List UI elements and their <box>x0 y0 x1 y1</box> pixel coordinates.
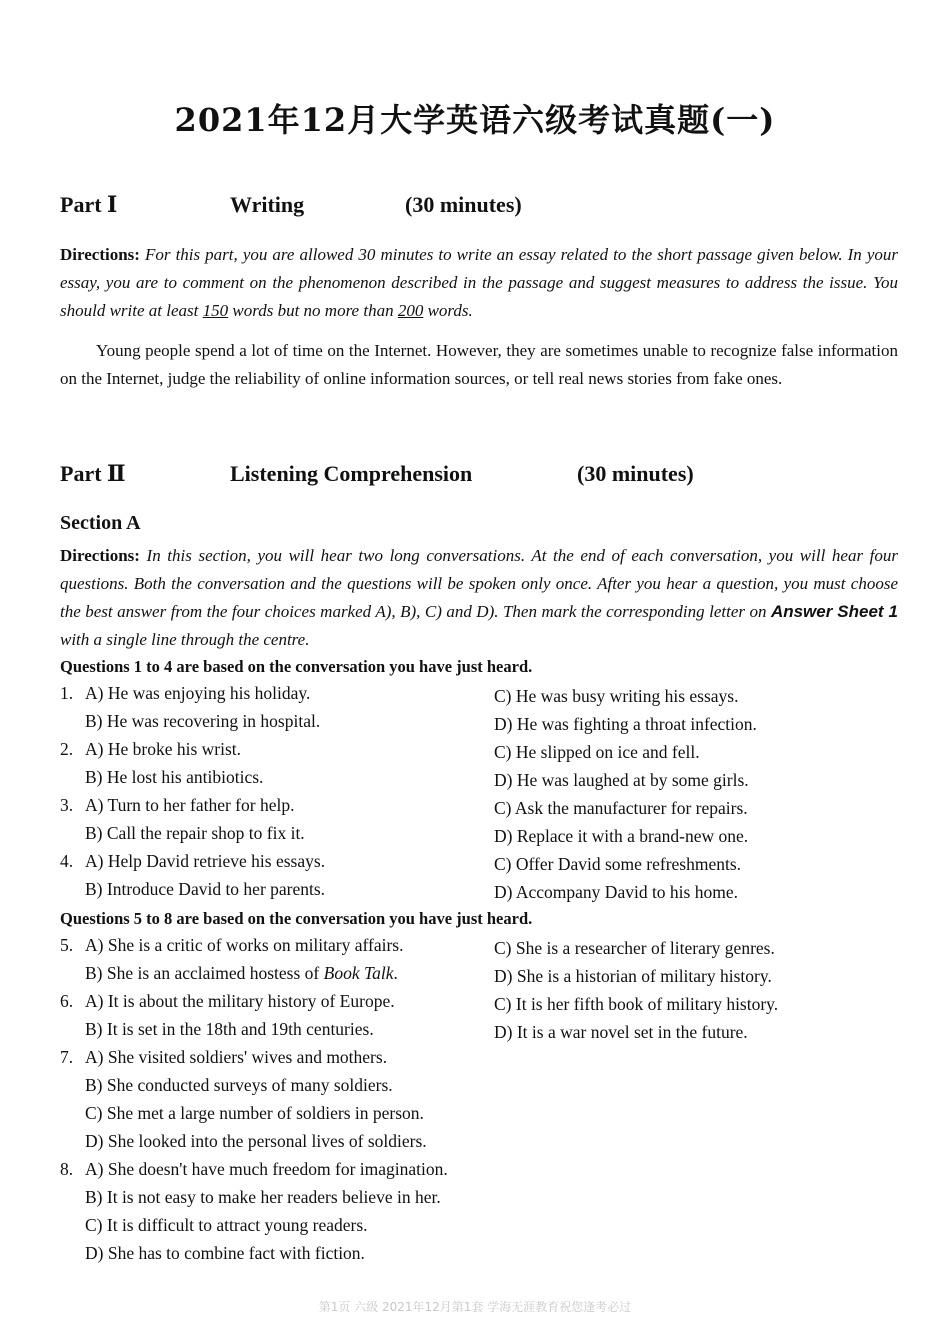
q2-option-c: C) He slipped on ice and fell. <box>494 742 700 762</box>
max-words: 200 <box>397 301 424 320</box>
directions-text-b: words but no more than <box>228 301 398 320</box>
answer-sheet-label: Answer Sheet 1 <box>770 602 898 621</box>
directions-label: Directions: <box>60 546 140 565</box>
q2-option-a: A) He broke his wrist. <box>85 739 242 759</box>
q4-option-d: D) Accompany David to his home. <box>494 882 738 902</box>
q3-option-b: B) Call the repair shop to fix it. <box>85 823 305 843</box>
q2-option-d: D) He was laughed at by some girls. <box>494 770 749 790</box>
directions-text-b: with a single line through the centre. <box>60 630 310 649</box>
q2-number: 2. <box>60 739 74 759</box>
q3-option-d: D) Replace it with a brand-new one. <box>494 826 749 846</box>
question-group-1-header: Questions 1 to 4 are based on the conversation you have just heard. <box>60 657 533 676</box>
part2-label: Part Ⅱ <box>60 461 126 486</box>
q7-option-a: A) She visited soldiers' wives and mothers. <box>85 1047 388 1067</box>
q4-option-c: C) Offer David some refreshments. <box>494 854 742 874</box>
q4-option-a: A) Help David retrieve his essays. <box>85 851 326 871</box>
q1-option-d: D) He was fighting a throat infection. <box>494 714 757 734</box>
q5-number: 5. <box>60 935 74 955</box>
q5-option-c: C) She is a researcher of literary genres. <box>494 938 775 958</box>
directions-text-c: words. <box>423 301 473 320</box>
part1-name: Writing <box>230 192 305 217</box>
section-a-heading: Section A <box>60 512 141 534</box>
writing-prompt: Young people spend a lot of time on the Internet. However, they are sometimes unable to recognize false information on the Internet, judge the reliability of online information sources, or tell real news stories from fake ones. <box>60 341 898 388</box>
directions-text-a: For this part, you are allowed 30 minutes to write an essay related to the short passage given below. In your essay, you are to comment on the phenomenon described in the passage and suggest measures to address the issue. You should write at least <box>60 245 898 320</box>
question-group-2-header: Questions 5 to 8 are based on the conversation you have just heard. <box>60 909 533 928</box>
q2-option-b: B) He lost his antibiotics. <box>85 767 264 787</box>
q8-option-a: A) She doesn't have much freedom for imagination. <box>85 1159 448 1179</box>
q5-book-title: Book Talk <box>323 963 394 983</box>
q5-option-b-end: . <box>393 963 398 983</box>
q1-number: 1. <box>60 683 74 703</box>
q8-number: 8. <box>60 1159 74 1179</box>
q1-option-c: C) He was busy writing his essays. <box>494 686 739 706</box>
exam-title: 2021年12月大学英语六级考试真题(一) <box>174 101 776 139</box>
q3-number: 3. <box>60 795 74 815</box>
q5-option-a: A) She is a critic of works on military affairs. <box>85 935 404 955</box>
part2-time: (30 minutes) <box>577 461 694 486</box>
q7-option-b: B) She conducted surveys of many soldiers. <box>85 1075 393 1095</box>
q7-option-d: D) She looked into the personal lives of soldiers. <box>85 1131 427 1151</box>
part2-directions <box>60 542 898 654</box>
part2-name: Listening Comprehension <box>230 461 473 486</box>
q8-option-c: C) It is difficult to attract young readers. <box>85 1215 368 1235</box>
q4-number: 4. <box>60 851 74 871</box>
part1-time: (30 minutes) <box>405 192 522 217</box>
q6-option-b: B) It is set in the 18th and 19th centuries. <box>85 1019 374 1039</box>
part1-directions <box>60 241 898 325</box>
q7-option-c: C) She met a large number of soldiers in person. <box>85 1103 424 1123</box>
q6-number: 6. <box>60 991 74 1011</box>
q3-option-a: A) Turn to her father for help. <box>85 795 295 815</box>
q6-option-d: D) It is a war novel set in the future. <box>494 1022 748 1042</box>
part1-label: Part Ⅰ <box>60 192 118 217</box>
q7-number: 7. <box>60 1047 74 1067</box>
directions-text-a: In this section, you will hear two long conversations. At the end of each conversation, you will hear four questions. Both the conversation and the questions will be spoken only once. After you hear a question, you must choose the best answer from the four choices marked A), B), C) and D). Then mark the corresponding letter on <box>60 546 898 621</box>
q8-option-b: B) It is not easy to make her readers believe in her. <box>85 1187 441 1207</box>
q3-option-c: C) Ask the manufacturer for repairs. <box>494 798 748 818</box>
q5-option-d: D) She is a historian of military history. <box>494 966 772 986</box>
q6-option-a: A) It is about the military history of Europe. <box>85 991 395 1011</box>
page-footer: 第1页 六级 2021年12月第1套 学海无涯教育祝您逢考必过 <box>318 1300 632 1314</box>
q6-option-c: C) It is her fifth book of military history. <box>494 994 779 1014</box>
q4-option-b: B) Introduce David to her parents. <box>85 879 326 899</box>
q1-option-a: A) He was enjoying his holiday. <box>85 683 311 703</box>
min-words: 150 <box>202 301 229 320</box>
q5-option-b-text: B) She is an acclaimed hostess of <box>85 963 324 983</box>
q1-option-b: B) He was recovering in hospital. <box>85 711 321 731</box>
q8-option-d: D) She has to combine fact with fiction. <box>85 1243 365 1263</box>
directions-label: Directions: <box>60 245 140 264</box>
q5-option-b <box>85 963 398 984</box>
